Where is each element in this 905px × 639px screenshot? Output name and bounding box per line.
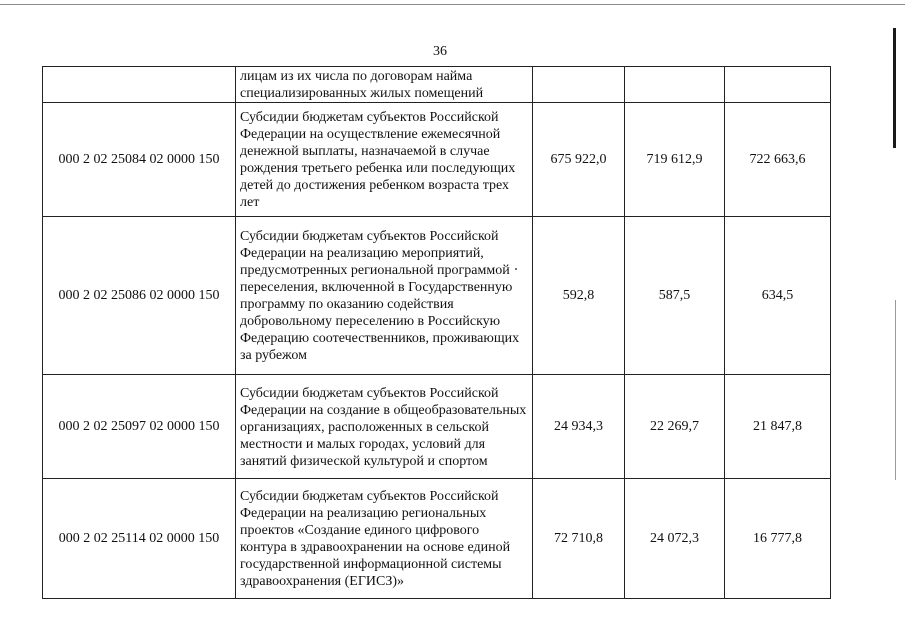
value-cell-year-2: 587,5 bbox=[625, 217, 725, 375]
description-cell: Субсидии бюджетам субъектов Российской Федерации на реализацию мероприятий, предусмотренных региональной программой переселения, включенной в Государственную программу по оказанию содействия добровольному переселению в Российскую Федерацию соотечественников, проживающих за рубежом bbox=[236, 217, 533, 375]
value-cell-year-1: 675 922,0 bbox=[533, 103, 625, 217]
value-cell-year-3: 634,5 bbox=[725, 217, 831, 375]
description-cell: лицам из их числа по договорам найма специализированных жилых помещений bbox=[236, 67, 533, 103]
budget-code-cell: 000 2 02 25097 02 0000 150 bbox=[43, 375, 236, 479]
budget-table bbox=[42, 66, 831, 599]
scan-edge-mark-lower bbox=[895, 300, 896, 480]
budget-code-cell bbox=[43, 67, 236, 103]
value-cell-year-1: 24 934,3 bbox=[533, 375, 625, 479]
budget-code-cell: 000 2 02 25114 02 0000 150 bbox=[43, 479, 236, 599]
budget-code-cell: 000 2 02 25086 02 0000 150 bbox=[43, 217, 236, 375]
description-cell: Субсидии бюджетам субъектов Российской Федерации на реализацию региональных проектов «Создание единого цифрового контура в здравоохранении на основе единой государственной информационной системы здравоохранения (ЕГИСЗ)» bbox=[236, 479, 533, 599]
value-cell-year-1: 592,8 bbox=[533, 217, 625, 375]
scan-edge-mark bbox=[893, 28, 896, 148]
table-row bbox=[43, 67, 831, 103]
value-cell-year-2: 24 072,3 bbox=[625, 479, 725, 599]
page-number: 36 bbox=[433, 44, 447, 59]
scan-speck bbox=[515, 268, 517, 270]
budget-code-cell: 000 2 02 25084 02 0000 150 bbox=[43, 103, 236, 217]
table-row bbox=[43, 103, 831, 217]
value-cell-year-2: 22 269,7 bbox=[625, 375, 725, 479]
table-row bbox=[43, 217, 831, 375]
value-cell-year-2: 719 612,9 bbox=[625, 103, 725, 217]
value-cell-year-2 bbox=[625, 67, 725, 103]
description-cell: Субсидии бюджетам субъектов Российской Федерации на создание в общеобразовательных организациях, расположенных в сельской местности и малых городах, условий для занятий физической культурой и спортом bbox=[236, 375, 533, 479]
value-cell-year-1 bbox=[533, 67, 625, 103]
value-cell-year-1: 72 710,8 bbox=[533, 479, 625, 599]
scan-border-top bbox=[0, 4, 905, 5]
value-cell-year-3 bbox=[725, 67, 831, 103]
table-row bbox=[43, 479, 831, 599]
value-cell-year-3: 16 777,8 bbox=[725, 479, 831, 599]
value-cell-year-3: 21 847,8 bbox=[725, 375, 831, 479]
description-cell: Субсидии бюджетам субъектов Российской Федерации на осуществление ежемесячной денежной выплаты, назначаемой в случае рождения третьего ребенка или последующих детей до достижения ребенком возраста трех лет bbox=[236, 103, 533, 217]
table-row bbox=[43, 375, 831, 479]
value-cell-year-3: 722 663,6 bbox=[725, 103, 831, 217]
